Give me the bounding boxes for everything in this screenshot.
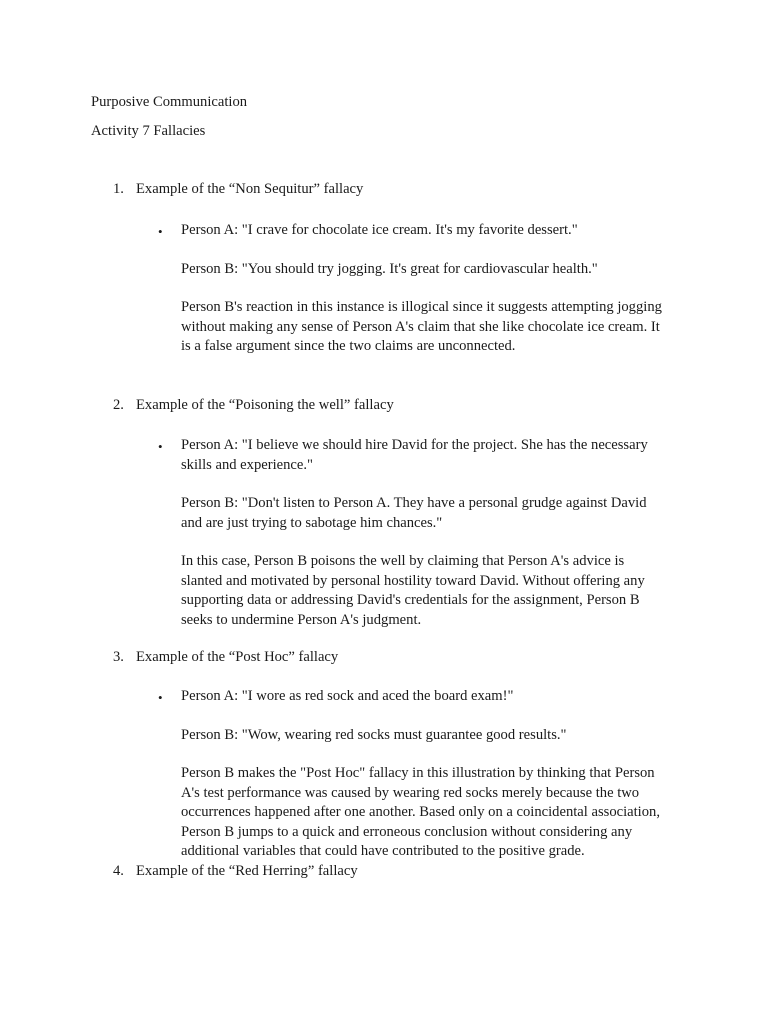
example-block-1 (181, 221, 711, 376)
bullet-icon: • (158, 224, 163, 239)
text-line: and are just trying to sabotage him chances." (181, 514, 443, 531)
list-number: 3. (113, 649, 124, 665)
text-line: without making any sense of Person A's claim that she like chocolate ice cream. It (181, 318, 660, 335)
bullet-icon: • (158, 690, 163, 705)
person-b-quote (181, 494, 711, 533)
list-item-4-heading (113, 862, 358, 882)
person-b-quote (181, 726, 711, 746)
text-line: seeks to undermine Person A's judgment. (181, 611, 422, 628)
text-line: additional variables that could have contributed to the positive grade. (181, 843, 585, 859)
text-line: slanted and motivated by personal hostility toward David. Without offering any (181, 572, 645, 589)
list-item-1-heading (113, 180, 363, 200)
list-number: 2. (113, 397, 124, 413)
list-heading-text: Example of the “Non Sequitur” fallacy (136, 181, 364, 197)
text-line: supporting data or addressing David's credentials for the assignment, Person B (181, 592, 640, 608)
text-line: is a false argument since the two claims are unconnected. (181, 338, 516, 354)
explanation-paragraph (181, 552, 711, 630)
bullet-icon: • (158, 439, 163, 454)
list-number: 1. (113, 181, 124, 197)
person-a-quote (181, 436, 711, 475)
list-heading-text: Example of the “Red Herring” fallacy (136, 863, 358, 879)
example-block-2 (181, 436, 711, 649)
explanation-paragraph (181, 298, 711, 357)
list-item-2-heading (113, 396, 394, 416)
text-line: occurrences happened after one another. Based only on a coincidental association, (181, 804, 660, 820)
text-line: skills and experience." (181, 456, 313, 473)
text-line: A's test performance was caused by wearing red socks merely because the two (181, 784, 640, 801)
example-block-3 (181, 687, 711, 881)
text-line: Person B jumps to a quick and erroneous conclusion without considering any (181, 823, 633, 840)
text-line: In this case, Person B poisons the well by claiming that Person A's advice is (181, 553, 625, 569)
text-line: Person A: "I believe we should hire David for the project. She has the necessary (181, 437, 648, 453)
text-line: Person B: "You should try jogging. It's great for cardiovascular health." (181, 260, 598, 277)
text-line: Person B: "Wow, wearing red socks must guarantee good results." (181, 726, 567, 743)
activity-title: Activity 7 Fallacies (91, 123, 206, 139)
text-line: Person B: "Don't listen to Person A. They have a personal grudge against David (181, 495, 647, 511)
explanation-paragraph (181, 764, 711, 862)
text-line: Person B makes the "Post Hoc" fallacy in this illustration by thinking that Person (181, 765, 655, 781)
text-line: Person B's reaction in this instance is illogical since it suggests attempting jogging (181, 299, 662, 315)
list-heading-text: Example of the “Post Hoc” fallacy (136, 649, 339, 665)
person-a-quote (181, 687, 711, 707)
list-item-3-heading (113, 648, 338, 668)
person-a-quote (181, 221, 711, 241)
list-heading-text: Example of the “Poisoning the well” fallacy (136, 397, 394, 413)
text-line: Person A: "I wore as red sock and aced the board exam!" (181, 688, 514, 704)
person-b-quote (181, 260, 711, 280)
text-line: Person A: "I crave for chocolate ice cream. It's my favorite dessert." (181, 222, 578, 238)
course-title: Purposive Communication (91, 94, 248, 110)
list-number: 4. (113, 863, 124, 879)
